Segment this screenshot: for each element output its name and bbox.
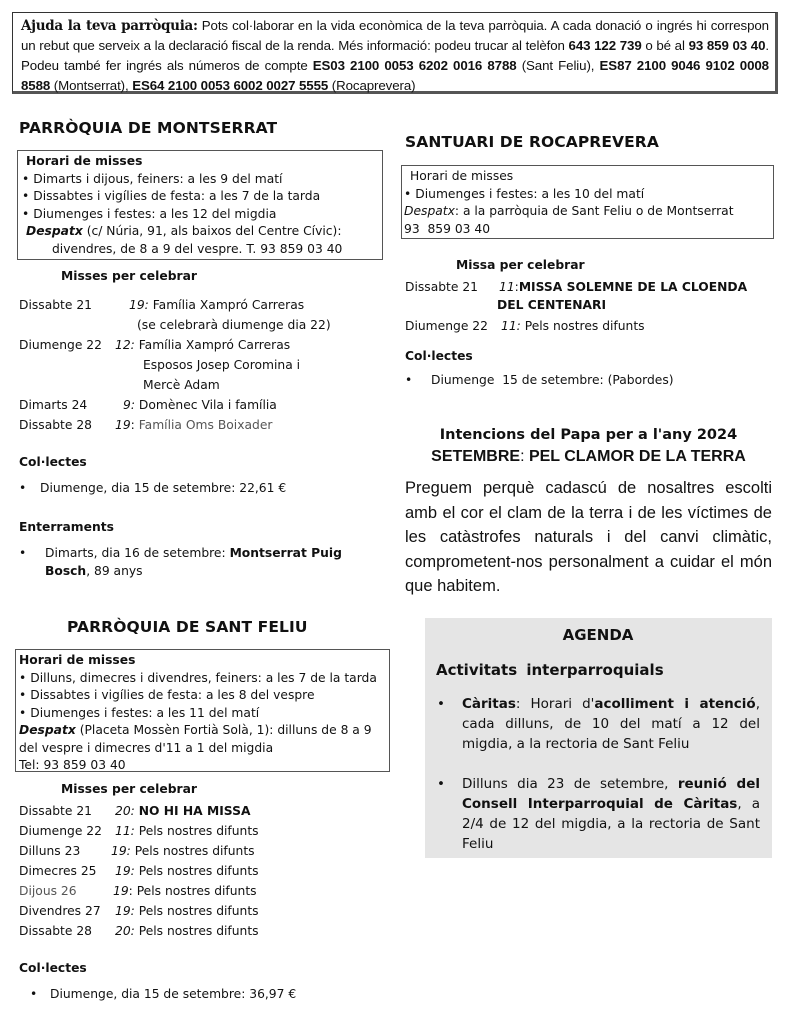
mass-row: Dissabte 28 19 : Família Oms Boixader — [19, 418, 273, 432]
mass-row: Dijous 26 19 : Pels nostres difunts — [19, 884, 257, 898]
section-title-santfeliu: PARRÒQUIA DE SANT FELIU — [67, 618, 308, 636]
collecta-item: • Diumenge 15 de setembre: (Pabordes) — [405, 373, 674, 387]
montserrat-schedule-box — [17, 150, 383, 260]
montserrat-mass-list — [19, 295, 399, 435]
santfeliu-schedule-box — [15, 649, 390, 772]
office-hours: Despatx (c/ Núria, 91, als baixos del Centre Cívic): — [26, 224, 342, 238]
agenda-subtitle: Activitats interparroquials — [436, 661, 664, 679]
office-hours: Despatx: a la parròquia de Sant Feliu o de Montserrat — [404, 204, 734, 218]
schedule-item: • Diumenges i festes: a les 10 del matí — [404, 186, 767, 204]
agenda-item: • Càritas: Horari d'acolliment i atenció, cada dilluns, de 10 del matí a 12 del migdia, a la rectoria de Sant Feliu — [437, 696, 760, 752]
mass-row: Dissabte 21 11 : MISSA SOLEMNE DE LA CLOENDA — [405, 280, 748, 294]
phone-number: 93 859 03 40 — [688, 38, 766, 53]
missa-heading: Missa per celebrar — [456, 258, 585, 272]
phone-number: 643 122 739 — [568, 38, 642, 53]
mass-row: Dissabte 21 19: Família Xampró Carreras — [19, 298, 305, 312]
schedule-item: • Dissabtes i vigílies de festa: a les 8 del vespre — [19, 687, 383, 705]
mass-row: (se celebrarà diumenge dia 22) — [137, 318, 331, 332]
schedule-item: • Dimarts i dijous, feiners: a les 9 del matí — [22, 171, 376, 189]
office-phone: 93 859 03 40 — [404, 221, 491, 236]
mass-row: Dissabte 28 20: Pels nostres difunts — [19, 924, 259, 938]
rocaprevera-schedule-box — [401, 165, 774, 239]
mass-row: Dissabte 21 20: NO HI HA MISSA — [19, 804, 251, 818]
schedule-heading: Horari de misses — [26, 154, 143, 168]
office-phone: Tel: 93 859 03 40 — [19, 758, 126, 772]
schedule-item: • Dissabtes i vigílies de festa: a les 7 de la tarda — [22, 188, 376, 206]
enterraments-heading: Enterraments — [19, 520, 114, 534]
mass-row: Dimarts 24 9: Domènec Vila i família — [19, 398, 277, 412]
donation-lead: Ajuda la teva parròquia: — [21, 18, 198, 34]
schedule-heading: Horari de misses — [410, 169, 514, 183]
mass-row: Dilluns 23 19: Pels nostres difunts — [19, 844, 255, 858]
pope-prayer-text: Preguem perquè cadascú de nosaltres escolti amb el cor el clam de la terra i de les víctimes de les catàstrofes naturals i del canvi climàtic, comprometent-nos personalment a cuidar el món que habitem. — [405, 479, 772, 595]
pope-month-title: SETEMBRE: PEL CLAMOR DE LA TERRA — [431, 448, 746, 465]
pope-intentions — [405, 424, 772, 599]
agenda-item: • Dilluns dia 23 de setembre, reunió del Consell Interparroquial de Càritas, a 2/4 de 12 del migdia, a la rectoria de Sant Feliu — [437, 776, 760, 852]
agenda-title: AGENDA — [562, 626, 634, 644]
mass-row: Divendres 27 19: Pels nostres difunts — [19, 904, 259, 918]
schedule-item: • Diumenges i festes: a les 11 del matí — [19, 705, 383, 723]
office-hours: Despatx (Placeta Mossèn Fortià Solà, 1): dilluns de 8 a 9 del vespre i dimecres d'11 a 1 del migdia — [19, 723, 372, 755]
schedule-item: • Dilluns, dimecres i divendres, feiners: a les 7 de la tarda — [19, 670, 383, 688]
section-title-montserrat: PARRÒQUIA DE MONTSERRAT — [19, 119, 278, 137]
mass-row: Mercè Adam — [143, 378, 220, 392]
collecta-item: • Diumenge, dia 15 de setembre: 36,97 € — [30, 987, 297, 1001]
collectes-heading: Col·lectes — [19, 455, 87, 469]
office-hours-detail: divendres, de 8 a 9 del vespre. T. 93 859 03 40 — [52, 241, 343, 256]
mass-row: DEL CENTENARI — [497, 298, 607, 312]
agenda-box — [425, 618, 772, 858]
bank-account-santfeliu: ES03 2100 0053 6202 0016 8788 — [312, 58, 517, 73]
section-title-rocaprevera: SANTUARI DE ROCAPREVERA — [405, 133, 659, 151]
collectes-heading: Col·lectes — [405, 349, 473, 363]
misses-heading: Misses per celebrar — [61, 782, 197, 796]
schedule-item: • Diumenges i festes: a les 12 del migdia — [22, 206, 376, 224]
collectes-heading: Col·lectes — [19, 961, 87, 975]
rocaprevera-mass-list — [405, 278, 785, 336]
bank-account-rocaprevera: ES64 2100 0053 6002 0027 5555 — [132, 78, 329, 93]
mass-row: Esposos Josep Coromina i — [143, 358, 301, 372]
schedule-heading: Horari de misses — [19, 653, 136, 667]
mass-row: Diumenge 22 12: Família Xampró Carreras — [19, 338, 291, 352]
burial-item: • Dimarts, dia 16 de setembre: Montserrat Puig Bosch, 89 anys — [19, 546, 342, 578]
collecta-item: • Diumenge, dia 15 de setembre: 22,61 € — [19, 481, 287, 495]
donation-notice: Ajuda la teva parròquia: Pots col·laborar en la vida econòmica de la teva parròquia. A cada donació o ingrés hi correspon un rebut que serveix a la declaració fiscal de la renda. Més informació: podeu trucar al telèfon 643 122 739 o bé al 93 859 03 40. Podeu també fer ingrés als números de compte ES03 2100 0053 6202 0016 8788 (Sant Feliu), ES87 2100 9046 9102 0008 8588 (Montserrat), ES64 2100 0053 6002 0027 5555 (Rocaprevera) — [12, 12, 778, 94]
mass-row: Diumenge 22 11: Pels nostres difunts — [405, 319, 645, 333]
mass-row: Diumenge 22 11: Pels nostres difunts — [19, 824, 259, 838]
pope-heading: Intencions del Papa per a l'any 2024 — [439, 427, 738, 443]
bank-account-montserrat: ES87 2100 9046 9102 0008 8588 — [21, 58, 769, 93]
misses-heading: Misses per celebrar — [61, 269, 197, 283]
santfeliu-mass-list — [19, 801, 399, 941]
mass-row: Dimecres 25 19: Pels nostres difunts — [19, 864, 259, 878]
